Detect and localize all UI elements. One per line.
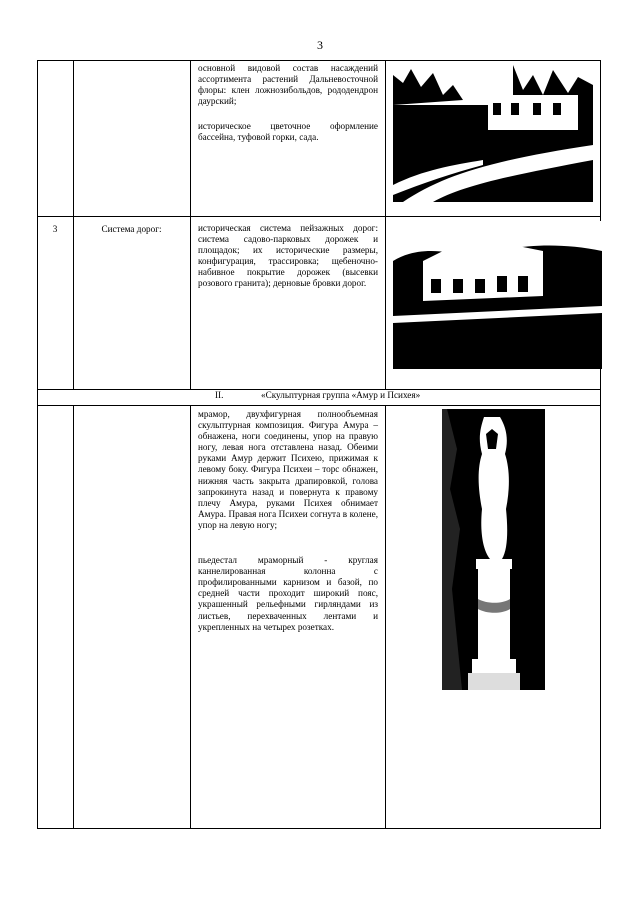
photo-garden-pond	[393, 65, 593, 202]
section-numeral: II.	[215, 390, 224, 400]
row-divider-3	[37, 405, 601, 406]
row-divider-1	[37, 216, 601, 217]
row1-paragraph: историческое цветочное оформление бассейна, туфовой горки, сада.	[198, 121, 378, 143]
col-divider-3-top	[385, 60, 386, 389]
table-border-right	[600, 60, 601, 829]
row1-description	[198, 63, 378, 158]
section-title: «Скульптурная группа «Амур и Психея»	[261, 390, 421, 400]
page-number: 3	[317, 38, 323, 52]
col-divider-1-bottom	[73, 405, 74, 829]
row1-paragraph: основной видовой состав насаждений ассортимента растений Дальневосточной флоры: клен ложнозибольдов, рододендрон даурский;	[198, 63, 378, 107]
row2-number: 3	[52, 224, 58, 234]
col-divider-2-bottom	[190, 405, 191, 829]
photo-garden-pond-image	[393, 65, 593, 202]
photo-sculpture-amur-psyche	[442, 409, 545, 690]
table-border-bottom	[37, 828, 601, 829]
photo-sculpture-image	[442, 409, 545, 690]
sculpture-paragraph: пьедестал мраморный - круглая каннелированная колонна с профилированными карнизом и базой, по средней части проходит широкий пояс, украшенный рельефными гирляндами из листьев, перехваченных лентами и укрепленных на четырех розетках.	[198, 555, 378, 632]
table-border-left	[37, 60, 38, 829]
photo-estate-house-image	[393, 221, 602, 369]
table-border-top	[37, 60, 601, 61]
heritage-table	[37, 60, 601, 829]
sculpture-paragraph: мрамор, двухфигурная полнообъемная скульптурная композиция. Фигура Амура – обнажена, ноги соединены, упор на правую ногу, левая нога отставлена назад. Обеими руками Амур держит Психею, прижимая к левому боку. Фигура Психеи – торс обнажен, нижняя часть закрыта драпировкой, голова запрокинута назад и повернута к правому плечу Амура, руками Психея обнимает Амура. Правая нога Психеи согнута в колене, упор на левую ногу;	[198, 409, 378, 530]
col-divider-3-bottom	[385, 405, 386, 829]
photo-estate-house	[393, 221, 602, 369]
col-divider-2-top	[190, 60, 191, 389]
sculpture-description	[198, 409, 378, 647]
row2-title: Система дорог:	[101, 224, 162, 234]
row2-paragraph: историческая система пейзажных дорог: система садово-парковых дорожек и площадок; их исторические размеры, конфигурация, трассировка; щебеночно-набивное покрытие дорожек (высевки розового гранита); дерновые бровки дорог.	[198, 223, 378, 289]
row2-description	[198, 223, 378, 304]
